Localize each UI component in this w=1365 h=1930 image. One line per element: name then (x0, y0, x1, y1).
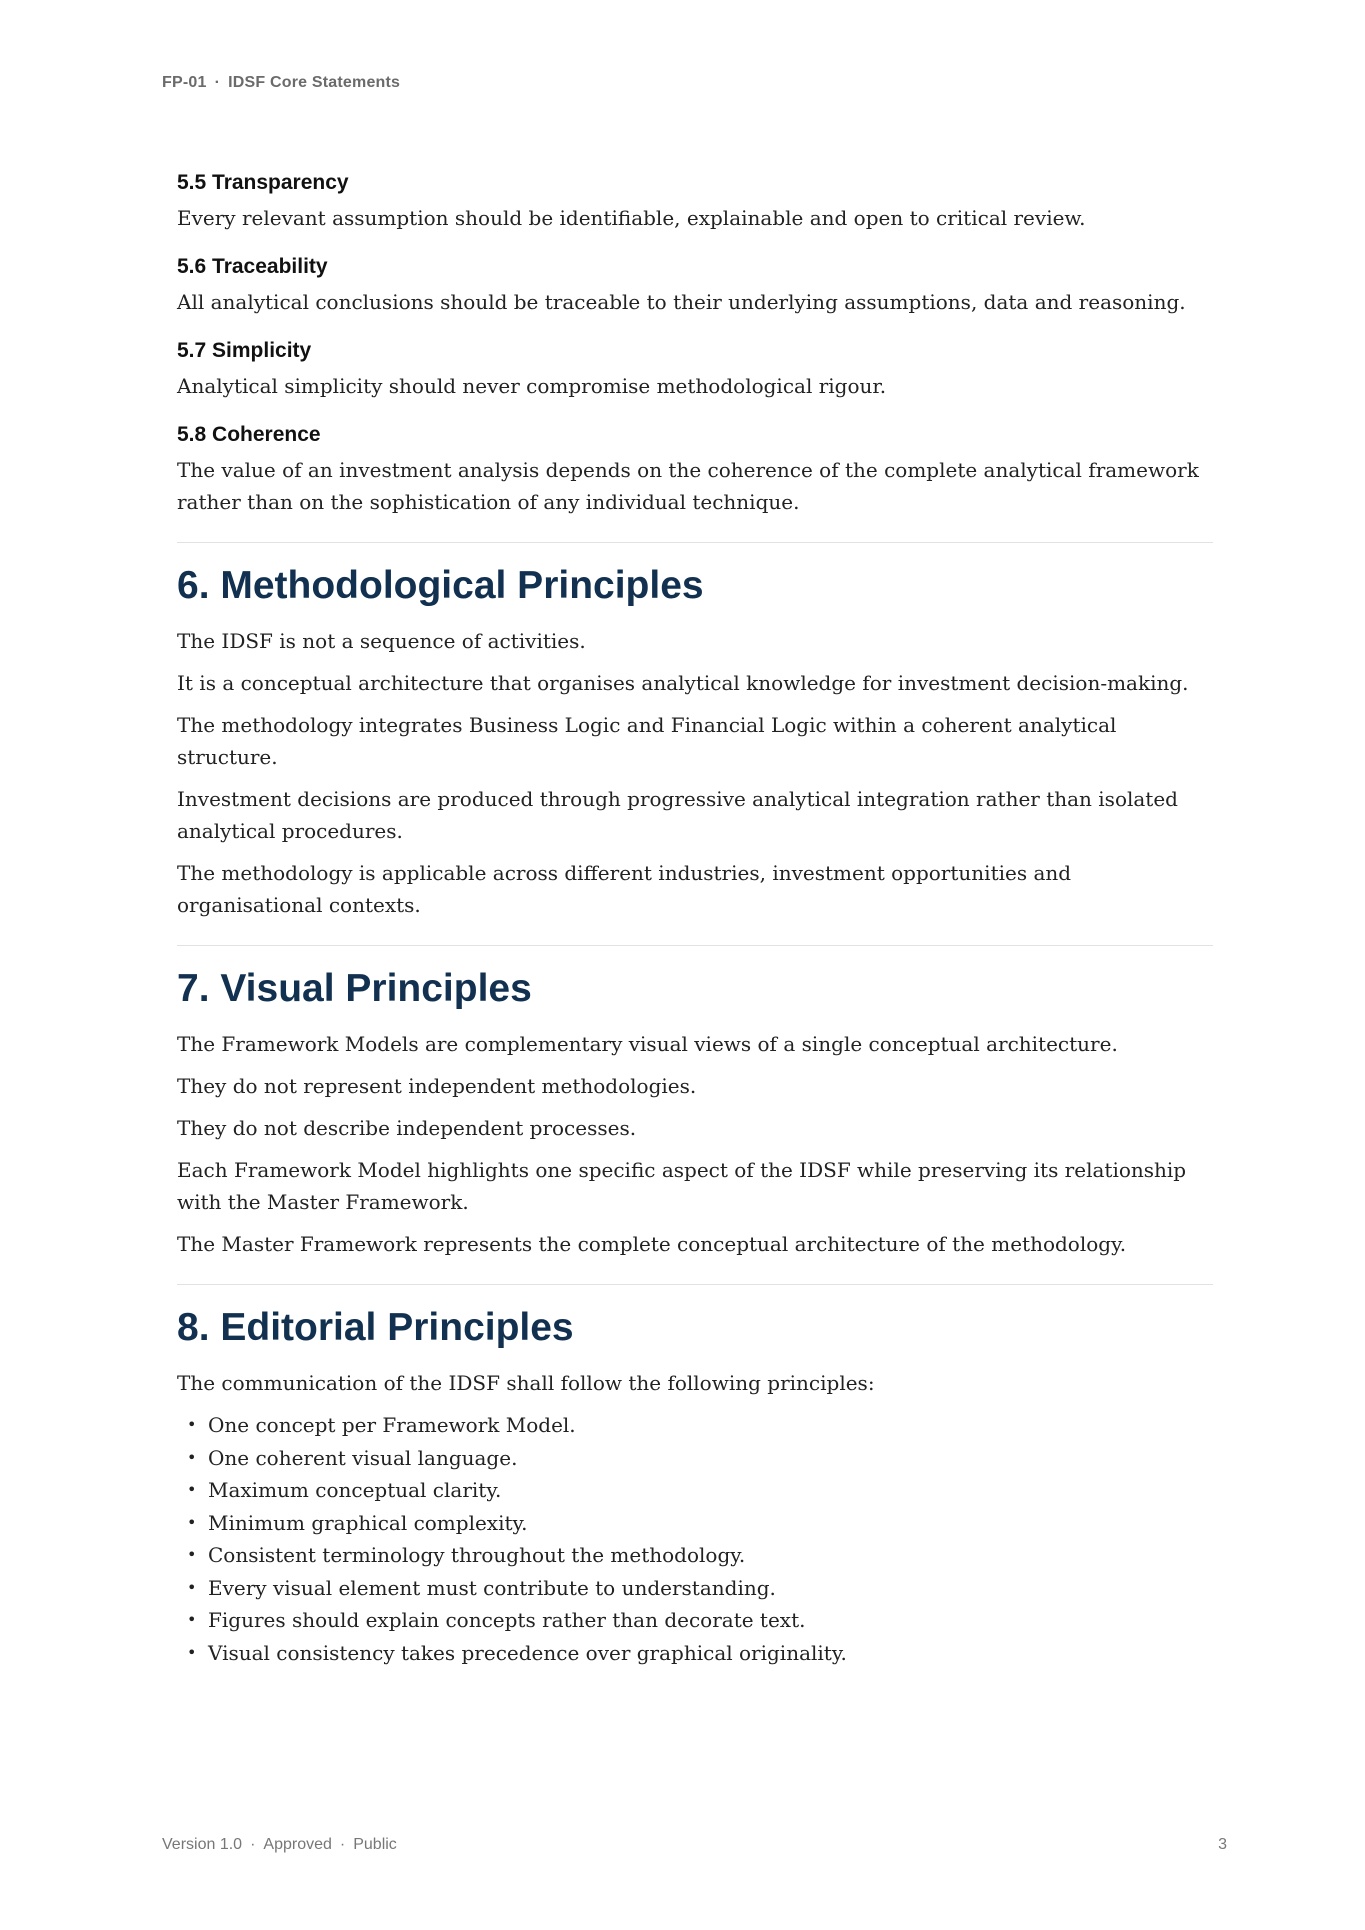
bullet-icon: • (187, 1512, 197, 1532)
subsection-heading: 5.8 Coherence (177, 423, 321, 446)
document-code: FP-01 (162, 74, 207, 91)
list-item (177, 1507, 1213, 1540)
bullet-icon: • (187, 1577, 197, 1597)
list-item (177, 1604, 1213, 1637)
section-heading: 8. Editorial Principles (177, 1306, 574, 1349)
principles-list (177, 1409, 1213, 1669)
page-number: 3 (1218, 1836, 1227, 1853)
subsection-coherence (177, 422, 1213, 518)
paragraph: The communication of the IDSF shall follow the following principles: (177, 1371, 875, 1395)
subsection-traceability (177, 254, 1213, 318)
paragraph: The Master Framework represents the complete conceptual architecture of the methodology. (177, 1232, 1127, 1256)
list-item (177, 1572, 1213, 1605)
section-editorial-principles (177, 1303, 1213, 1669)
list-item-text: One coherent visual language. (208, 1445, 518, 1470)
subsection-text: Analytical simplicity should never compromise methodological rigour. (177, 374, 887, 398)
subsection-text: The value of an investment analysis depends on the coherence of the complete analytical framework rather than on the sophistication of any individual technique. (177, 458, 1199, 514)
section-divider (177, 1284, 1213, 1285)
list-item (177, 1409, 1213, 1442)
section-heading: 7. Visual Principles (177, 967, 532, 1010)
list-item (177, 1637, 1213, 1670)
bullet-icon: • (187, 1415, 197, 1434)
list-item-text: Consistent terminology throughout the methodology. (208, 1543, 746, 1567)
bullet-icon: • (187, 1610, 197, 1629)
subsection-text: All analytical conclusions should be traceable to their underlying assumptions, data and reasoning. (177, 290, 1186, 314)
section-divider (177, 945, 1213, 946)
paragraph: The methodology is applicable across different industries, investment opportunities and organisational contexts. (177, 861, 1072, 917)
bullet-icon: • (187, 1545, 197, 1564)
bullet-icon: • (187, 1480, 197, 1499)
paragraph: Each Framework Model highlights one specific aspect of the IDSF while preserving its relationship with the Master Framework. (177, 1158, 1187, 1214)
footer-separator: · (250, 1836, 256, 1853)
list-item-text: Maximum conceptual clarity. (208, 1478, 502, 1502)
paragraph: It is a conceptual architecture that organises analytical knowledge for investment decision-making. (177, 671, 1189, 695)
list-item (177, 1539, 1213, 1572)
list-item (177, 1474, 1213, 1507)
list-item-text: One concept per Framework Model. (208, 1413, 576, 1437)
list-item-text: Minimum graphical complexity. (208, 1510, 528, 1535)
section-divider (177, 542, 1213, 543)
paragraph: They do not represent independent methodologies. (177, 1074, 697, 1098)
list-item (177, 1442, 1213, 1475)
classification-label: Public (353, 1836, 397, 1853)
footer-separator: · (339, 1836, 346, 1853)
subsection-heading: 5.7 Simplicity (177, 339, 312, 362)
document-title: IDSF Core Statements (228, 74, 401, 91)
bullet-icon: • (187, 1642, 197, 1662)
paragraph: The methodology integrates Business Logic and Financial Logic within a coherent analytical structure. (177, 713, 1117, 769)
subsection-heading: 5.6 Traceability (177, 255, 328, 278)
bullet-icon: • (187, 1447, 197, 1467)
section-visual-principles (177, 964, 1213, 1260)
header-separator: · (214, 74, 221, 91)
paragraph: The Framework Models are complementary visual views of a single conceptual architecture. (177, 1032, 1118, 1056)
list-item-text: Every visual element must contribute to understanding. (208, 1575, 776, 1600)
subsection-text: Every relevant assumption should be identifiable, explainable and open to critical review. (177, 206, 1086, 230)
list-item-text: Visual consistency takes precedence over graphical originality. (208, 1640, 847, 1665)
version-label: Version 1.0 (162, 1836, 243, 1853)
status-label: Approved (263, 1836, 332, 1853)
page-content (177, 170, 1213, 1669)
paragraph: The IDSF is not a sequence of activities. (177, 629, 586, 653)
subsection-simplicity (177, 338, 1213, 402)
subsection-transparency (177, 170, 1213, 234)
running-footer (162, 1836, 397, 1854)
running-header (162, 74, 400, 92)
section-methodological-principles (177, 561, 1213, 921)
section-heading: 6. Methodological Principles (177, 564, 704, 607)
subsection-heading: 5.5 Transparency (177, 171, 349, 194)
list-item-text: Figures should explain concepts rather than decorate text. (208, 1608, 806, 1632)
paragraph: Investment decisions are produced through progressive analytical integration rather than isolated analytical procedures. (177, 787, 1178, 843)
paragraph: They do not describe independent processes. (177, 1116, 637, 1140)
